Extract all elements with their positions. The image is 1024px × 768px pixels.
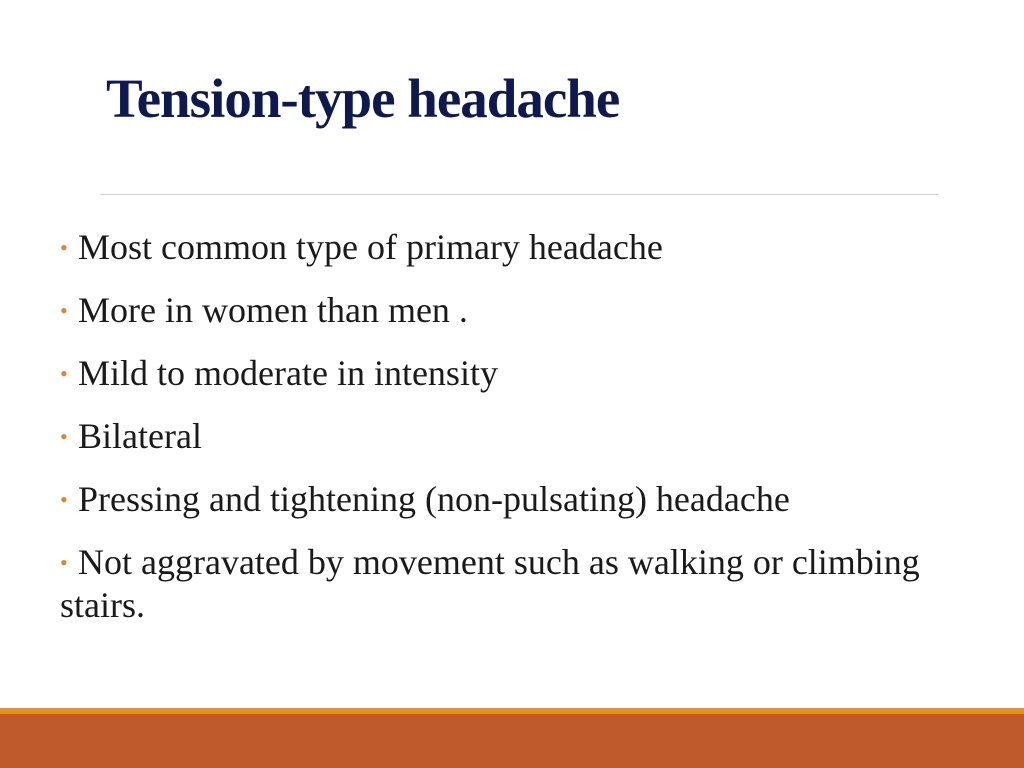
bullet-marker-icon: • <box>60 487 68 512</box>
bullet-text: More in women than men . <box>78 290 468 330</box>
bullet-item <box>60 352 960 395</box>
bullet-text: Pressing and tightening (non-pulsating) headache <box>78 479 790 519</box>
bullet-item <box>60 541 960 627</box>
bullet-list <box>60 226 960 647</box>
bullet-marker-icon: • <box>60 424 68 449</box>
footer-bar <box>0 714 1024 768</box>
title-divider <box>100 194 938 195</box>
bullet-marker-icon: • <box>60 235 68 260</box>
bullet-item <box>60 226 960 269</box>
bullet-item <box>60 289 960 332</box>
bullet-item <box>60 415 960 458</box>
bullet-item <box>60 478 960 521</box>
slide-title: Tension-type headache <box>106 68 620 129</box>
bullet-text: Bilateral <box>78 416 202 456</box>
bullet-marker-icon: • <box>60 550 68 575</box>
bullet-marker-icon: • <box>60 298 68 323</box>
bullet-text: Mild to moderate in intensity <box>78 353 498 393</box>
bullet-text: Not aggravated by movement such as walking or climbing stairs. <box>60 542 920 625</box>
bullet-text: Most common type of primary headache <box>78 227 663 267</box>
bullet-marker-icon: • <box>60 361 68 386</box>
